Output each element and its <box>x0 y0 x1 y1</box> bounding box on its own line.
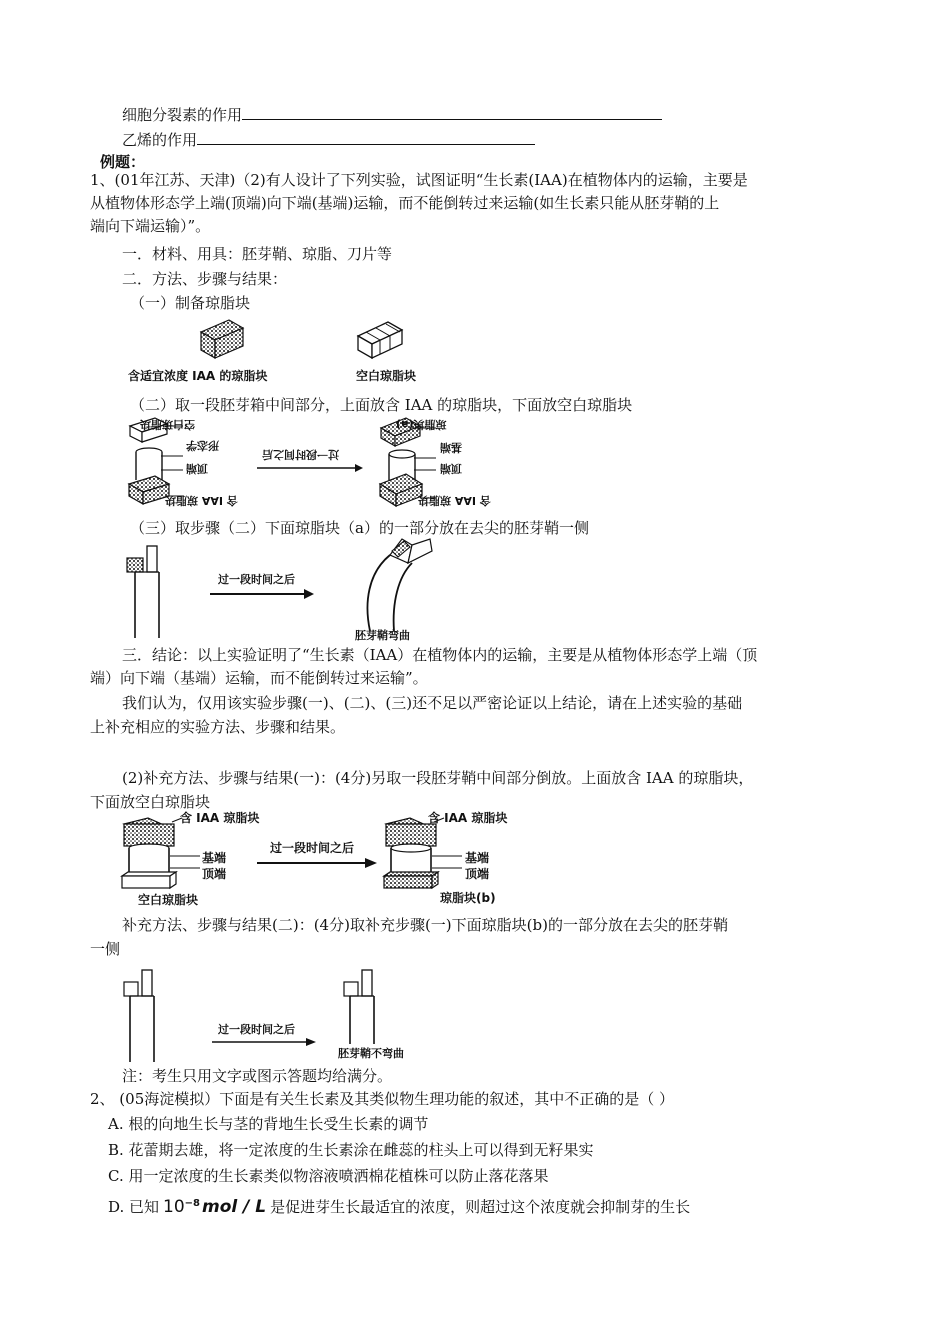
step3-arrow-label: 过一段时间之后 <box>218 573 295 586</box>
q2-option-c[interactable]: C. 用一定浓度的生长素类似物溶液喷洒棉花植株可以防止落花落果 <box>108 1167 549 1185</box>
q1-we-line2: 上补充相应的实验方法、步骤和结果。 <box>90 718 346 736</box>
step3-caption: 胚芽鞘弯曲 <box>355 629 410 642</box>
cytokinin-answer-blank[interactable] <box>242 104 662 120</box>
q1-conclusion-line2: 端）向下端（基端）运输，而不能倒转过来运输”。 <box>90 669 428 687</box>
q2-option-d-unit: mol / L <box>202 1197 267 1217</box>
ethylene-line <box>122 129 535 150</box>
q1-line2: 从植物体形态学上端(顶端)向下端(基端)运输，而不能倒转过来运输(如生长素只能从胚芽鞘的上 <box>90 194 720 212</box>
ethylene-label: 乙烯的作用 <box>122 131 198 149</box>
step2-left-top-label: 空白琼脂块 <box>140 418 195 431</box>
step2-left-mid2-label: 顶端 <box>186 462 208 475</box>
q1-supplement2-line1: 补充方法、步骤与结果(二)：(4分)取补充步骤(一)下面琼脂块(b)的一部分放在去尖的胚芽鞘 <box>122 916 728 934</box>
ethylene-answer-blank[interactable] <box>197 129 535 145</box>
step3-right-bent-coleoptile-figure <box>350 533 440 633</box>
step2-left-bottom-label: 含 IAA 琼脂块 <box>165 494 238 507</box>
q1-supplement2-line2: 一侧 <box>90 940 121 958</box>
q1-step1: （一）制备琼脂块 <box>130 294 251 312</box>
cytokinin-label: 细胞分裂素的作用 <box>122 106 243 124</box>
q2-option-d-exponent: −8 <box>184 1198 201 1209</box>
q1-note: 注：考生只用文字或图示答题均给满分。 <box>122 1067 393 1085</box>
supp1-arrow-icon <box>255 857 380 869</box>
step2-right-bottom-label: 含 IAA 琼脂块 <box>418 494 491 507</box>
step1-caption-iaa: 含适宜浓度 IAA 的琼脂块 <box>128 369 268 383</box>
q2-option-a[interactable]: A. 根的向地生长与茎的背地生长受生长素的调节 <box>108 1115 429 1133</box>
q1-supplement1-line2: 下面放空白琼脂块 <box>90 793 211 811</box>
supp1-left-mid2-label: 顶端 <box>202 867 227 881</box>
supp1-left-top-label: 含 IAA 琼脂块 <box>180 811 260 825</box>
step1-caption-blank: 空白琼脂块 <box>356 369 417 383</box>
step2-right-top-label: 琼脂块(a) <box>396 418 447 431</box>
blank-agar-block-figure <box>352 318 412 363</box>
q1-materials: 一．材料、用具：胚芽鞘、琼脂、刀片等 <box>122 245 393 263</box>
supp1-right-mid1-label: 基端 <box>465 851 490 865</box>
q2-option-d-base: 10 <box>163 1197 185 1217</box>
step3-left-coleoptile-figure <box>125 540 175 640</box>
step3-arrow-icon <box>208 588 318 600</box>
supp1-right-top-label: 含 IAA 琼脂块 <box>428 811 508 825</box>
q1-line3: 端向下端运输）”。 <box>90 217 211 235</box>
q2-option-b[interactable]: B. 花蕾期去雄，将一定浓度的生长素涂在雌蕊的柱头上可以得到无籽果实 <box>108 1141 594 1159</box>
supp2-arrow-label: 过一段时间之后 <box>218 1023 295 1036</box>
step2-right-mid2-label: 顶端 <box>440 462 462 475</box>
examples-heading: 例题： <box>100 153 146 171</box>
q2-option-d-suffix: 是促进芽生长最适宜的浓度，则超过这个浓度就会抑制芽的生长 <box>270 1198 691 1216</box>
q2-option-d-prefix: D. 已知 <box>108 1198 160 1216</box>
q2-stem: 2、 (05海淀模拟）下面是有关生长素及其类似物生理功能的叙述，其中不正确的是（ ） <box>90 1090 675 1108</box>
step2-right-mid1-label: 基端 <box>440 441 462 454</box>
iaa-agar-block-figure <box>195 318 255 363</box>
supp2-arrow-icon <box>210 1036 320 1048</box>
q1-conclusion-line1: 三．结论：以上实验证明了“生长素（IAA）在植物体内的运输，主要是从植物体形态学上端（顶 <box>122 646 758 664</box>
q1-step3: （三）取步骤（二）下面琼脂块（a）的一部分放在去尖的胚芽鞘一侧 <box>130 519 589 537</box>
supp1-arrow-label: 过一段时间之后 <box>270 841 355 855</box>
q1-we-line1: 我们认为，仅用该实验步骤(一)、(二)、(三)还不足以严密论证以上结论，请在上述实验的基础 <box>122 694 743 712</box>
step2-arrow-icon <box>255 462 365 474</box>
step2-arrow-label: 过一段时间之后 <box>262 448 339 461</box>
supp1-left-mid1-label: 基端 <box>202 851 227 865</box>
supp1-right-mid2-label: 顶端 <box>465 867 490 881</box>
step2-left-mid1-label: 形态学 <box>186 439 219 452</box>
supp2-caption: 胚芽鞘不弯曲 <box>338 1047 404 1060</box>
q1-supplement1-line1: (2)补充方法、步骤与结果(一)：(4分)另取一段胚芽鞘中间部分倒放。上面放含 IAA 的琼脂块， <box>122 769 754 787</box>
supp1-right-bottom-label: 琼脂块(b) <box>440 891 496 905</box>
supp2-right-coleoptile-figure <box>340 966 390 1046</box>
q1-methods: 二．方法、步骤与结果： <box>122 270 288 288</box>
cytokinin-line <box>122 104 662 125</box>
q2-option-d[interactable] <box>108 1194 690 1217</box>
q1-line1: 1、(01年江苏、天津)（2)有人设计了下列实验，试图证明“生长素(IAA)在植物体内的运输，主要是 <box>90 171 748 189</box>
supp2-left-coleoptile-figure <box>120 966 170 1066</box>
supp1-left-bottom-label: 空白琼脂块 <box>138 893 199 907</box>
q1-step2: （二）取一段胚芽箱中间部分，上面放含 IAA 的琼脂块，下面放空白琼脂块 <box>130 396 633 414</box>
